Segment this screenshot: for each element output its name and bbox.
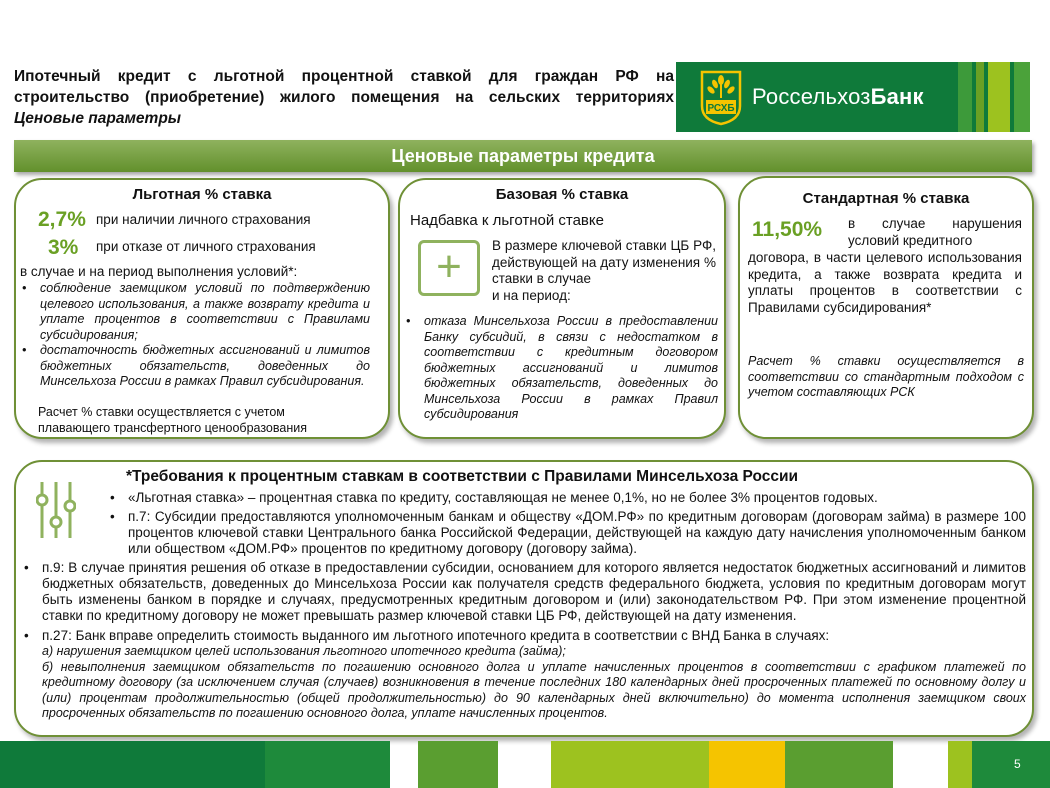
title-line-1: Ипотечный кредит с льготной процентной ставкой для граждан РФ на [14,68,674,85]
list-item: • «Льготная ставка» – процентная ставка по кредиту, составляющая не менее 0,1%, но не более 3% процентов годовых. [106,490,1026,506]
sub-item: а) нарушения заемщиком целей использования льготного ипотечного кредита (займа); [42,644,566,658]
bank-logo [676,62,1030,132]
footer-bar-segment [972,741,1050,788]
list-item: • достаточность бюджетных ассигнований и лимитов бюджетных обязательств, доведенных до Минсельхоза России в рамках Правил субсидирования. [18,343,370,390]
requirements-card [14,460,1034,737]
page-number: 5 [1014,757,1021,771]
list-item: • п.27: Банк вправе определить стоимость выданного им льготного ипотечного кредита в соответствии с ВНД Банка в случаях: а) нарушения заемщиком целей использования льготного ипотечного кредита (займа); б) невыполнения заемщиком обязательств по погашению основного долга и уплате начисленных процентов в соответствии с графиком платежей по кредитному договору (за исключением случая (случаев) возникновения в течение последних 180 календарных дней просроченных платежей по основному долгу и (или) процентам продолжительностью (общей продолжительностью) до 90 календарных дней включительно) до момента исполнения заемщиком своих просроченных обязательств по погашению основного долга, уплате начисленных процентов. [20,628,1026,722]
footer-bar-segment [418,741,498,788]
footer-bar-segment [948,741,972,788]
base-text: В размере ключевой ставки ЦБ РФ, действующей на дату изменения % ставки в случае и на период: [492,238,716,303]
page-title [14,66,674,129]
footer-bar-segment [785,741,893,788]
base-rate-card [398,178,726,439]
standard-text: договора, в части целевого использования кредита, а также возврата кредита и уплаты процентов в соответствии с Правилами субсидирования* [748,250,1022,315]
conditions-list [18,281,370,390]
bank-name: РоссельхозБанк [752,84,924,109]
rate-value: 2,7% [38,208,86,231]
preferential-rate-card [14,178,390,439]
card-title: Стандартная % ставка [802,190,970,207]
wheat-emblem-icon [698,68,744,126]
sliders-icon [36,480,76,540]
card-title: Льготная % ставка [132,186,272,203]
list-item: • п.9: В случае принятия решения об отказе в предоставлении субсидии, основанием для которого является недостаток бюджетных ассигнований и лимитов бюджетных обязательств, доведенных до Минсельхоза России как получателя средств федерального бюджета, условия по кредитным договорам могут быть изменены банком в порядке и случаях, предусмотренных кредитным договором и (или) законодательством РФ. При этом изменение процентной ставки по кредитному договору не может превышать размер ключевой ставки ЦБ РФ, действующей на дату изменения. [20,560,1026,624]
list-item: • соблюдение заемщиком условий по подтверждению целевого использования, а также возврату кредита и уплате процентов в соответствии с Правилами субсидирования; [18,281,370,343]
list-item: • отказа Минсельхоза России в предоставлении Банку субсидий, в связи с недостатком в соответствии с кредитным договором бюджетных ассигнований и лимитов бюджетных обязательств, доведенных до Минсельхоза России в рамках Правил субсидирования [402,314,718,423]
svg-text:РСХБ: РСХБ [707,103,735,114]
requirements-list-bottom [20,560,1026,722]
requirements-list-top [106,490,1026,557]
footer-bar-segment [265,741,390,788]
footer-bar-segment [0,741,265,788]
card-title: Базовая % ставка [495,186,629,203]
footer-bar-segment [709,741,785,788]
calc-note: Расчет % ставки осуществляется с учетом плавающего трансфертного ценообразования [38,405,307,435]
sub-item: б) невыполнения заемщиком обязательств по погашению основного долга и уплате начисленных процентов в соответствии с графиком платежей по кредитному договору (за исключением случая (случаев) возникновения в течение последних 180 календарных дней просроченных платежей по основному долгу и (или) процентам продолжительностью (общей продолжительностью) до 90 календарных дней включительно) до момента исполнения заемщиком своих просроченных обязательств по погашению основного долга, уплате начисленных процентов. [42,659,1026,720]
card-subtitle: Надбавка к льготной ставке [410,212,604,229]
rate-condition: при наличии личного страхования [96,212,311,227]
requirements-title: *Требования к процентным ставкам в соответствии с Правилами Минсельхоза России [126,468,799,485]
rate-condition: при отказе от личного страхования [96,239,316,254]
title-line-2: строительство (приобретение) жилого помещения на сельских территориях [14,89,674,106]
section-banner: Ценовые параметры кредита [14,140,1032,172]
rate-value: 11,50% [752,218,823,241]
rate-condition: в случае нарушения условий кредитного [848,216,1022,248]
plus-icon: + [418,240,480,296]
calc-note: Расчет % ставки осуществляется в соответствии со стандартным подходом с учетом составляющих РСК [748,354,1024,399]
conditions-intro: в случае и на период выполнения условий*: [20,264,298,279]
page-subtitle: Ценовые параметры [14,110,182,127]
standard-rate-card [738,176,1034,439]
footer-bar-segment [551,741,709,788]
list-item: • п.7: Субсидии предоставляются уполномоченным банкам и обществу «ДОМ.РФ» по кредитным договорам (договорам займа) в размере 100 процентов ключевой ставки Центрального банка Российской Федерации, действующей на каждую дату начисления уполномоченным банком или обществом «ДОМ.РФ» процентов по кредитному договору (договору займа). [106,509,1026,557]
base-conditions [402,314,718,423]
rate-value: 3% [48,236,79,259]
